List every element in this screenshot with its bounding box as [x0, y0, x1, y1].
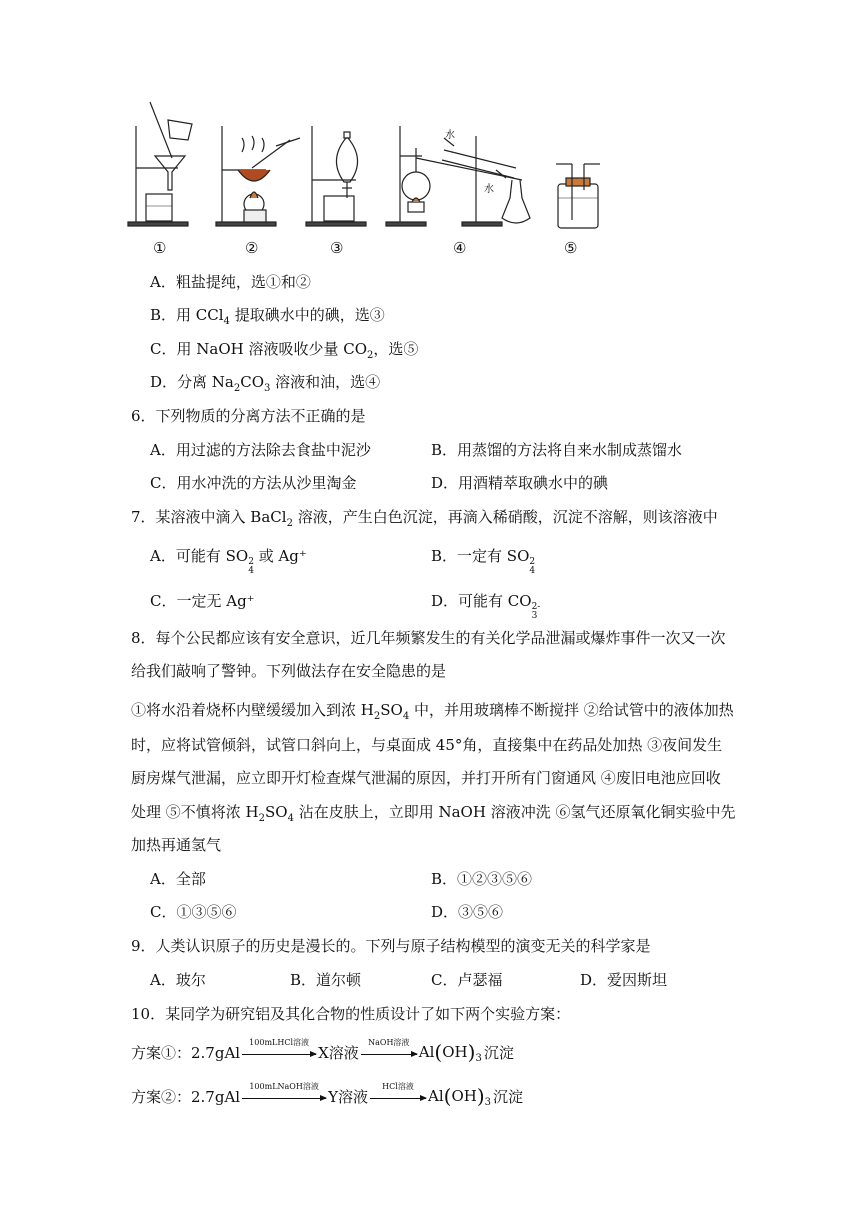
q8-line-7: 加热再通氢气	[131, 836, 222, 854]
q5-option-a: A．粗盐提纯，选①和②	[150, 273, 311, 291]
q10-plan-2: 方案②：2.7gAl 100mLNaOH溶液 Y溶液 HCl溶液 Al ( OH ) 3 沉淀	[131, 1081, 524, 1108]
q10-stem: 10．某同学为研究铝及其化合物的性质设计了如下两个实验方案：	[131, 1005, 571, 1023]
fig-label-5: ⑤	[564, 239, 578, 257]
gas-wash-bottle	[556, 164, 600, 228]
q9-stem: 9．人类认识原子的历史是漫长的。下列与原子结构模型的演变无关的科学家是	[131, 937, 651, 955]
q8-option-d: D．③⑤⑥	[431, 903, 504, 921]
q9-option-a: A．玻尔	[150, 971, 206, 989]
plan1-arrow-2: NaOH溶液	[361, 1050, 417, 1055]
q6-stem: 6．下列物质的分离方法不正确的是	[131, 407, 366, 425]
q10-plan-1: 方案①：2.7gAl 100mLHCl溶液 X溶液 NaOH溶液 Al ( OH ) 3 沉淀	[131, 1037, 514, 1064]
q7-option-d: D．可能有 CO 2- 3	[431, 592, 541, 621]
water-label-top: 水	[445, 130, 455, 141]
water-label-bottom: 水	[484, 184, 494, 195]
q9-option-d: D．爱因斯坦	[580, 971, 668, 989]
q8-option-c: C．①③⑤⑥	[150, 903, 237, 921]
fig-label-4: ④	[453, 239, 467, 257]
q9-option-b: B．道尔顿	[290, 971, 362, 989]
q5-option-b: B．用 CCl$_4$ 提取碘水中的碘，选③	[150, 306, 385, 327]
separatory-funnel-apparatus	[306, 126, 366, 226]
q8-line-3: ①将水沿着烧杯内壁缓缓加入到浓 $H_2SO_4$ 中，并用玻璃棒不断搅拌 ②给试管中的液体加热	[131, 701, 734, 722]
q8-line-5: 厨房煤气泄漏，应立即开灯检查煤气泄漏的原因，并打开所有门窗通风 ④废旧电池应回收	[131, 769, 721, 787]
q8-line-2: 给我们敲响了警钟。下列做法存在安全隐患的是	[131, 662, 447, 680]
q8-option-a: A．全部	[150, 870, 206, 888]
q5-option-d: D．分离 $Na_2CO_3$ 溶液和油，选④	[150, 373, 381, 394]
plan1-arrow-1: 100mLHCl溶液	[242, 1050, 316, 1055]
distillation-apparatus	[386, 126, 530, 226]
fig-label-2: ②	[245, 239, 259, 257]
q8-line-1: 8．每个公民都应该有安全意识，近几年频繁发生的有关化学品泄漏或爆炸事件一次又一次	[131, 629, 726, 647]
q7-option-b: B．一定有 SO 2 4	[431, 547, 536, 576]
q7-stem: 7．某溶液中滴入 BaCl$_2$ 溶液，产生白色沉淀，再滴入稀硝酸，沉淀不溶解，则该溶液中	[131, 508, 718, 529]
fig-label-1: ①	[153, 239, 167, 257]
q8-line-6: 处理 ⑤不慎将浓 $H_2SO_4$ 沾在皮肤上，立即用 NaOH 溶液冲洗 ⑥氢气还原氧化铜实验中先	[131, 803, 736, 824]
q9-option-c: C．卢瑟福	[431, 971, 503, 989]
q8-line-4: 时，应将试管倾斜，试管口斜向上，与桌面成 45°角，直接集中在药品处加热 ③夜间发生	[131, 736, 723, 754]
apparatus-figure	[120, 98, 620, 263]
q6-option-c: C．用水冲洗的方法从沙里淘金	[150, 474, 357, 492]
fig-label-3: ③	[330, 239, 344, 257]
plan2-arrow-2: HCl溶液	[370, 1094, 426, 1099]
q7-option-c: C．一定无 Ag⁺	[150, 592, 255, 610]
evaporation-apparatus	[216, 126, 300, 226]
q6-option-a: A．用过滤的方法除去食盐中泥沙	[150, 441, 371, 459]
q5-option-c: C．用 NaOH 溶液吸收少量 $CO_2$，选⑤	[150, 340, 419, 361]
q6-option-b: B．用蒸馏的方法将自来水制成蒸馏水	[431, 441, 683, 459]
q8-option-b: B．①②③⑤⑥	[431, 870, 533, 888]
filtration-apparatus	[128, 102, 192, 226]
plan2-arrow-1: 100mLNaOH溶液	[242, 1094, 326, 1099]
q7-option-a: A．可能有 SO 2 4 或 Ag⁺	[150, 547, 307, 576]
q6-option-d: D．用酒精萃取碘水中的碘	[431, 474, 609, 492]
